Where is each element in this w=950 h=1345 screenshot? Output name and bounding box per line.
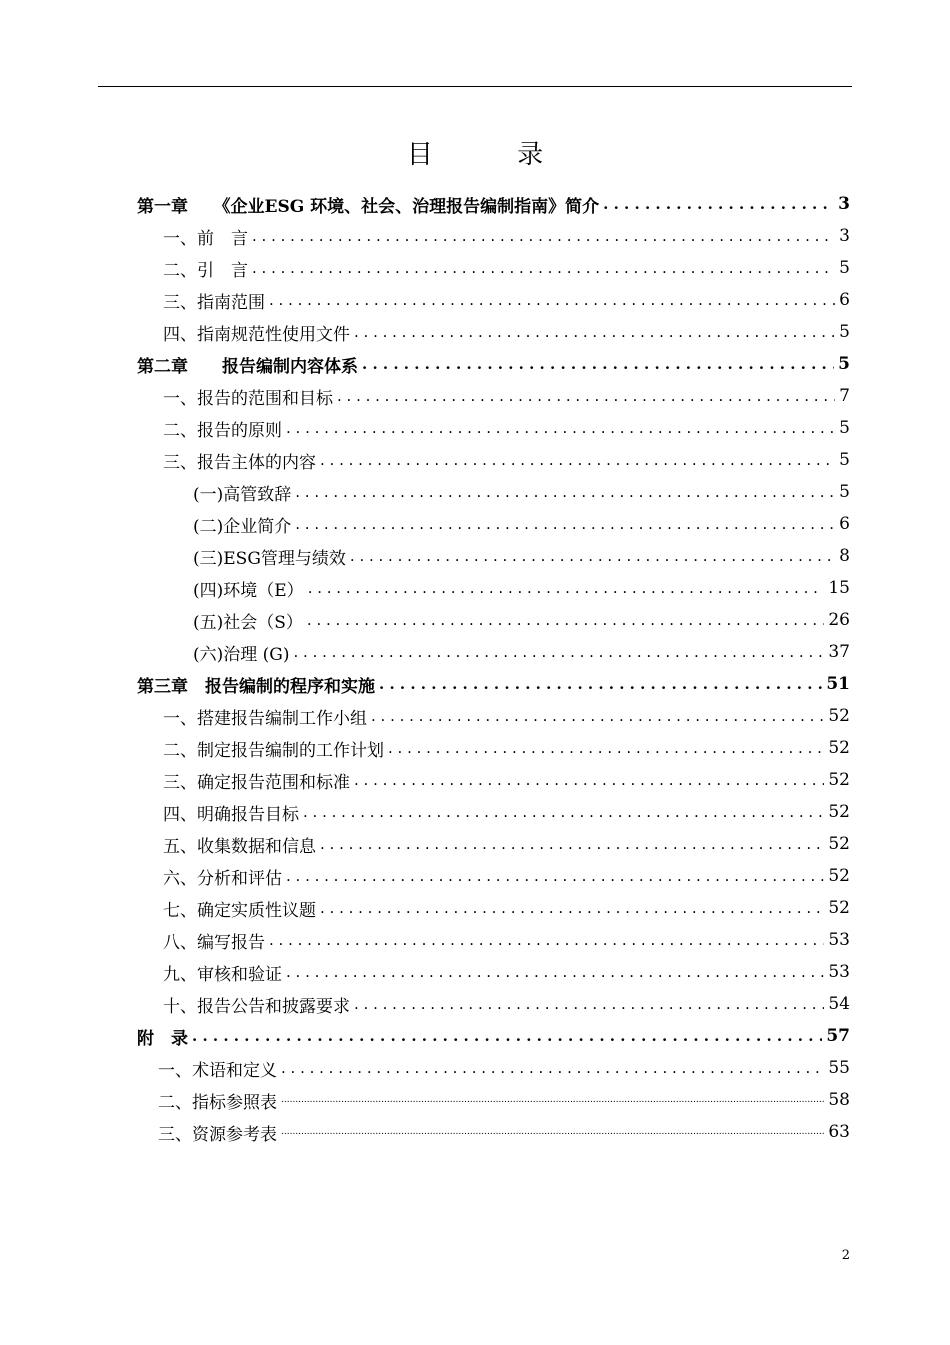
header-rule	[98, 86, 852, 87]
toc-leader-dots	[320, 835, 824, 853]
toc-leader-dots	[354, 771, 824, 789]
toc-entry[interactable]	[158, 1052, 850, 1084]
toc-entry[interactable]	[193, 540, 850, 572]
toc-entry-page: 3	[839, 226, 850, 246]
toc-chapter-entry[interactable]	[137, 668, 850, 700]
toc-leader-dots	[286, 419, 835, 437]
toc-entry[interactable]	[163, 732, 850, 764]
toc-leader-dots	[286, 963, 824, 981]
toc-entry-page: 54	[828, 994, 850, 1014]
toc-entry-label: 九、审核和验证	[163, 964, 282, 985]
toc-entry-page: 5	[839, 258, 850, 278]
toc-entry-label: 二、引 言	[163, 260, 248, 281]
toc-entry[interactable]	[193, 636, 850, 668]
toc-entry-page: 6	[839, 514, 850, 534]
toc-leader-dots	[320, 899, 824, 917]
toc-entry-label: 附 录	[137, 1028, 188, 1049]
toc-entry[interactable]	[163, 796, 850, 828]
toc-entry-label: 一、术语和定义	[158, 1060, 277, 1081]
toc-entry-page: 5	[839, 322, 850, 342]
toc-entry-page: 57	[826, 1026, 850, 1046]
toc-leader-dots	[354, 995, 824, 1013]
toc-entry[interactable]	[193, 604, 850, 636]
toc-entry-label: 四、指南规范性使用文件	[163, 324, 350, 345]
toc-entry-page: 52	[828, 770, 850, 790]
toc-leader-dots	[303, 803, 824, 821]
toc-entry-label: 第三章 报告编制的程序和实施	[137, 676, 375, 697]
toc-entry[interactable]	[163, 828, 850, 860]
toc-leader-dots	[337, 387, 835, 405]
toc-entry-page: 5	[839, 418, 850, 438]
toc-entry[interactable]	[163, 380, 850, 412]
toc-entry-page: 5	[838, 354, 850, 374]
toc-entry-label: 四、明确报告目标	[163, 804, 299, 825]
toc-entry-page: 52	[828, 802, 850, 822]
toc-entry-page: 52	[828, 738, 850, 758]
toc-entry-label: (三)ESG管理与绩效	[193, 548, 346, 569]
toc-leader-dots	[295, 515, 835, 533]
toc-leader-dots	[371, 707, 824, 725]
toc-entry-page: 8	[839, 546, 850, 566]
toc-entry-page: 63	[828, 1122, 850, 1142]
toc-entry-page: 37	[828, 642, 850, 662]
page-number: 2	[841, 1248, 850, 1263]
toc-chapter-entry[interactable]	[137, 1020, 850, 1052]
toc-leader-dots	[354, 323, 835, 341]
toc-entry[interactable]	[163, 860, 850, 892]
toc-entry-page: 26	[828, 610, 850, 630]
toc-entry-page: 7	[839, 386, 850, 406]
toc-entry[interactable]	[163, 764, 850, 796]
toc-entry-label: (二)企业简介	[193, 516, 292, 537]
toc-entry[interactable]	[193, 572, 850, 604]
toc-entry[interactable]	[163, 444, 850, 476]
toc-leader-dots	[320, 451, 835, 469]
toc-entry-page: 5	[839, 482, 850, 502]
toc-entry-label: 三、指南范围	[163, 292, 265, 313]
toc-entry-label: 五、收集数据和信息	[163, 836, 316, 857]
toc-entry-label: 三、资源参考表	[158, 1124, 277, 1145]
toc-entry-page: 5	[839, 450, 850, 470]
toc-entry-page: 55	[828, 1058, 850, 1078]
toc-leader-dots	[252, 227, 835, 245]
toc-entry-label: 七、确定实质性议题	[163, 900, 316, 921]
toc-entry-page: 52	[828, 834, 850, 854]
toc-leader-dots	[350, 547, 835, 565]
toc-leader-dots	[307, 611, 824, 629]
toc-entry[interactable]	[163, 924, 850, 956]
toc-entry[interactable]	[193, 508, 850, 540]
toc-leader-dots	[281, 1095, 824, 1105]
toc-entry-label: 二、制定报告编制的工作计划	[163, 740, 384, 761]
toc-entry[interactable]	[163, 284, 850, 316]
toc-entry-page: 52	[828, 866, 850, 886]
toc-entry-label: 第二章 报告编制内容体系	[137, 356, 358, 377]
toc-entry-page: 51	[826, 674, 850, 694]
toc-leader-dots	[379, 675, 822, 693]
toc-leader-dots	[294, 643, 825, 661]
toc-leader-dots	[281, 1059, 824, 1077]
toc-entry[interactable]	[158, 1084, 850, 1116]
toc-entry-label: 十、报告公告和披露要求	[163, 996, 350, 1017]
toc-entry-page: 52	[828, 706, 850, 726]
toc-leader-dots	[281, 1127, 824, 1137]
toc-entry-label: (五)社会（S）	[193, 612, 303, 633]
toc-leader-dots	[388, 739, 824, 757]
toc-entry-page: 15	[828, 578, 850, 598]
toc-entry[interactable]	[163, 316, 850, 348]
toc-entry-page: 6	[839, 290, 850, 310]
toc-entry-label: (四)环境（E）	[193, 580, 304, 601]
toc-entry[interactable]	[158, 1116, 850, 1148]
toc-entry[interactable]	[163, 700, 850, 732]
toc-entry-page: 53	[828, 962, 850, 982]
toc-entry[interactable]	[163, 252, 850, 284]
toc-entry-label: (一)高管致辞	[193, 484, 292, 505]
toc-title: 目 录	[406, 140, 582, 170]
toc-entry-label: 一、报告的范围和目标	[163, 388, 333, 409]
toc-entry-label: 八、编写报告	[163, 932, 265, 953]
toc-leader-dots	[269, 291, 835, 309]
toc-entry[interactable]	[163, 988, 850, 1020]
toc-entry-page: 58	[828, 1090, 850, 1110]
toc-chapter-entry[interactable]	[137, 348, 850, 380]
toc-entry-label: 三、报告主体的内容	[163, 452, 316, 473]
toc-leader-dots	[286, 867, 824, 885]
toc-leader-dots	[252, 259, 835, 277]
toc-leader-dots	[308, 579, 825, 597]
toc-entry-label: 六、分析和评估	[163, 868, 282, 889]
toc-entry[interactable]	[163, 956, 850, 988]
toc-entry-label: 一、前 言	[163, 228, 248, 249]
toc-leader-dots	[362, 355, 834, 373]
toc-entry-page: 53	[828, 930, 850, 950]
toc-entry-label: 一、搭建报告编制工作小组	[163, 708, 367, 729]
toc-entry-page: 52	[828, 898, 850, 918]
toc-entry[interactable]	[163, 892, 850, 924]
toc-entry-label: 三、确定报告范围和标准	[163, 772, 350, 793]
toc-leader-dots	[192, 1027, 822, 1045]
toc-entry-label: 第一章 《企业ESG 环境、社会、治理报告编制指南》简介	[137, 196, 600, 217]
toc-entry-page: 3	[838, 194, 850, 214]
toc-entry-label: (六)治理 (G)	[193, 644, 290, 665]
toc-entry[interactable]	[163, 220, 850, 252]
toc-entry[interactable]	[163, 412, 850, 444]
toc-leader-dots	[269, 931, 824, 949]
toc-leader-dots	[295, 483, 835, 501]
toc-entry[interactable]	[193, 476, 850, 508]
toc-entry-label: 二、报告的原则	[163, 420, 282, 441]
toc-entry-label: 二、指标参照表	[158, 1092, 277, 1113]
toc-chapter-entry[interactable]	[137, 188, 850, 220]
toc-leader-dots	[603, 195, 834, 213]
